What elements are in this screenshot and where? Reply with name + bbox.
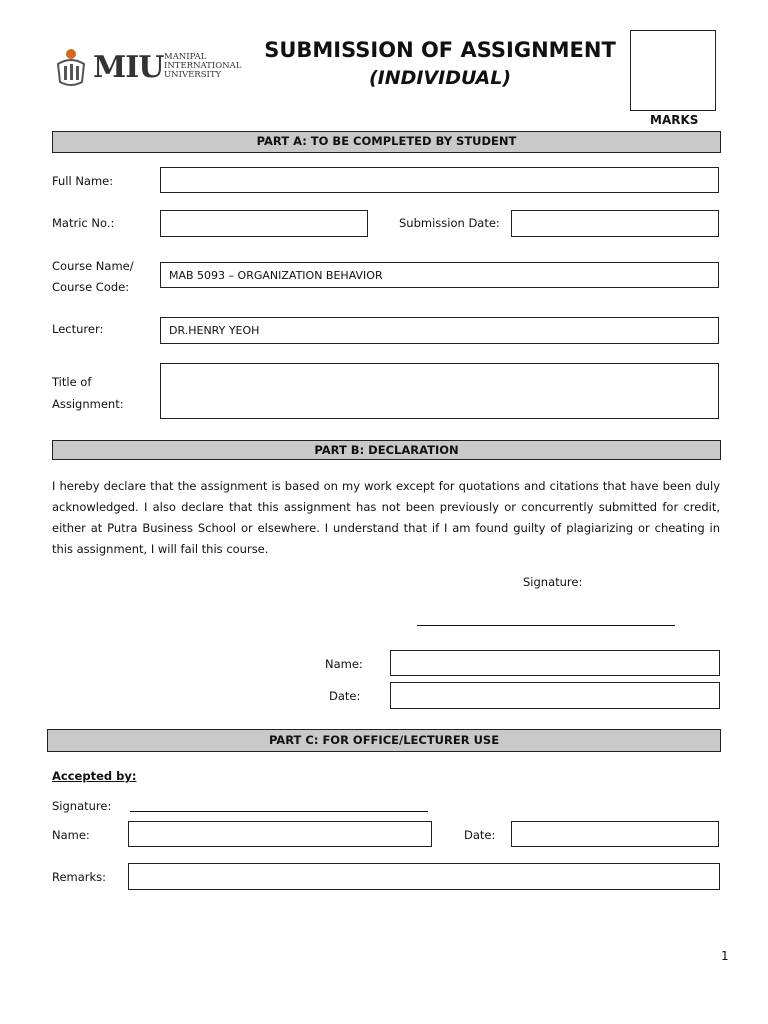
university-crest-icon xyxy=(52,46,90,90)
matric-field[interactable] xyxy=(160,210,368,237)
page-title: SUBMISSION OF ASSIGNMENT xyxy=(264,38,616,62)
marks-label: MARKS xyxy=(650,113,699,127)
accepted-by-label: Accepted by: xyxy=(52,769,137,783)
declaration-signature-line[interactable] xyxy=(417,625,675,626)
submission-date-label: Submission Date: xyxy=(399,216,500,230)
remarks-label: Remarks: xyxy=(52,870,107,884)
office-signature-label: Signature: xyxy=(52,799,112,813)
page-number: 1 xyxy=(721,949,729,963)
submission-date-field[interactable] xyxy=(511,210,719,237)
lecturer-label: Lecturer: xyxy=(52,322,104,336)
office-date-field[interactable] xyxy=(511,821,719,847)
course-label-line2: Course Code: xyxy=(52,280,130,294)
office-signature-line[interactable] xyxy=(130,811,428,812)
declaration-signature-label: Signature: xyxy=(523,575,583,589)
declaration-date-label: Date: xyxy=(329,689,361,703)
part-a-heading: PART A: TO BE COMPLETED BY STUDENT xyxy=(52,131,721,153)
declaration-text: I hereby declare that the assignment is based on my work except for quotations and citations that have been duly acknowledged. I also declare that this assignment has not been previously or concurrently submitted for credit, either at Putra Business School or elsewhere. I understand that if I am found guilty of plagiarizing or cheating in this assignment, I will fail this course. xyxy=(52,479,720,556)
logo-abbreviation: MIU xyxy=(93,50,164,85)
matric-label: Matric No.: xyxy=(52,216,115,230)
course-label-line1: Course Name/ xyxy=(52,259,134,273)
assignment-title-field[interactable] xyxy=(160,363,719,419)
full-name-label: Full Name: xyxy=(52,174,114,188)
remarks-field[interactable] xyxy=(128,863,720,890)
declaration-date-field[interactable] xyxy=(390,682,720,709)
declaration-name-label: Name: xyxy=(325,657,363,671)
assignment-title-label-line2: Assignment: xyxy=(52,397,124,411)
course-field[interactable]: MAB 5093 – ORGANIZATION BEHAVIOR xyxy=(160,262,719,288)
page-subtitle: (INDIVIDUAL) xyxy=(368,67,512,89)
full-name-field[interactable] xyxy=(160,167,719,193)
assignment-title-label-line1: Title of xyxy=(52,375,92,389)
part-b-heading: PART B: DECLARATION xyxy=(52,440,721,460)
logo-university-name: MANIPAL INTERNATIONAL UNIVERSITY xyxy=(164,52,242,80)
declaration-name-field[interactable] xyxy=(390,650,720,676)
marks-box[interactable] xyxy=(630,30,716,111)
lecturer-field[interactable]: DR.HENRY YEOH xyxy=(160,317,719,344)
part-c-heading: PART C: FOR OFFICE/LECTURER USE xyxy=(47,729,721,752)
office-name-label: Name: xyxy=(52,828,90,842)
office-name-field[interactable] xyxy=(128,821,432,847)
office-date-label: Date: xyxy=(464,828,496,842)
